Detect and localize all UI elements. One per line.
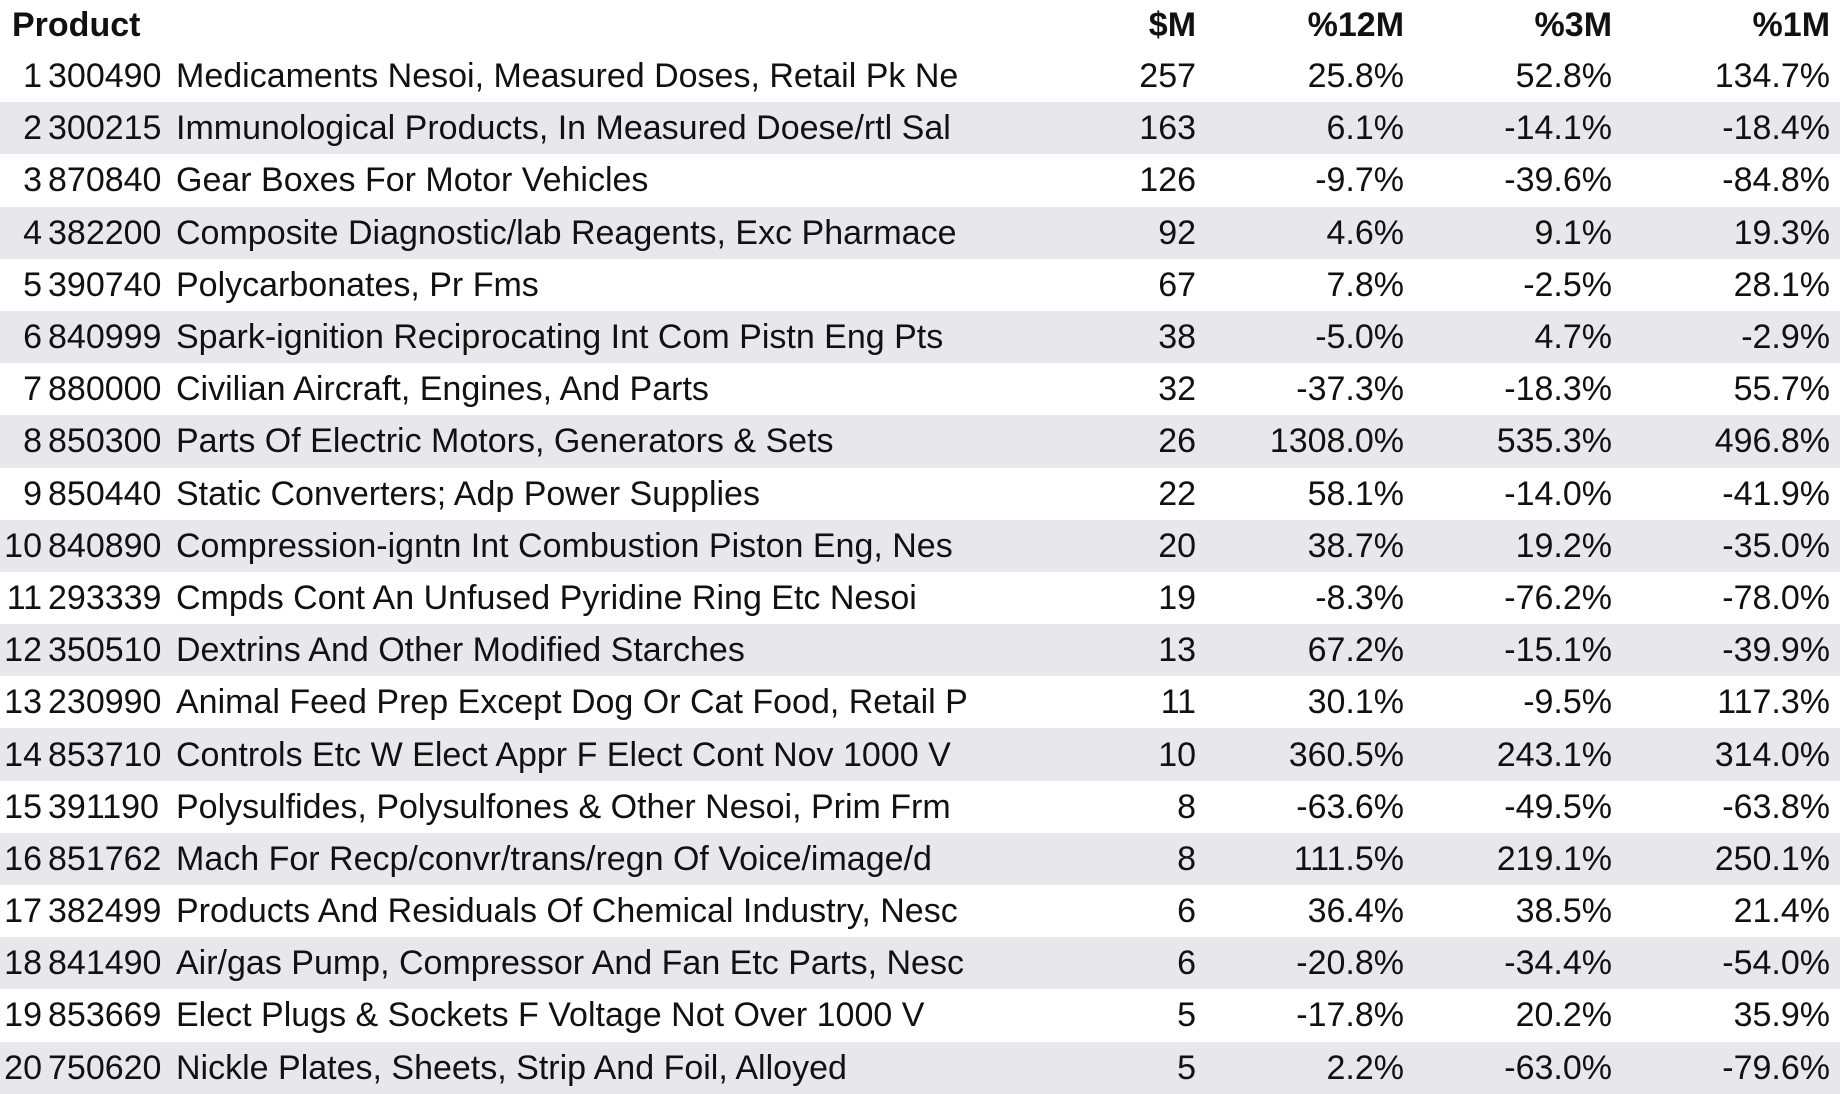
row-pct-1m: 19.3% bbox=[1626, 207, 1840, 259]
row-rank: 11 bbox=[6, 578, 42, 617]
row-product-name: Controls Etc W Elect Appr F Elect Cont Nov 1000 V bbox=[172, 728, 1002, 780]
row-value: 67 bbox=[1158, 265, 1197, 304]
row-pct-12m: 2.2% bbox=[1210, 1042, 1418, 1094]
row-product-name: Immunological Products, In Measured Doese/rtl Sal bbox=[172, 102, 1002, 154]
row-pct-12m: 360.5% bbox=[1210, 728, 1418, 780]
row-product-code: 382499 bbox=[48, 892, 162, 931]
row-product-name: Static Converters; Adp Power Supplies bbox=[176, 474, 760, 513]
row-pct-1m: -84.8% bbox=[1722, 161, 1831, 200]
row-pct-12m: 30.1% bbox=[1307, 683, 1405, 722]
row-pct-3m: -14.1% bbox=[1418, 102, 1626, 154]
row-product-code: 350510 bbox=[48, 624, 172, 676]
row-rank: 7 bbox=[23, 370, 42, 409]
row-product-code: 230990 bbox=[48, 683, 162, 722]
row-pct-3m: -14.0% bbox=[1504, 474, 1613, 513]
row-pct-3m: 38.5% bbox=[1515, 892, 1613, 931]
row-value: 6 bbox=[1002, 937, 1210, 989]
row-product-code: 841490 bbox=[48, 937, 172, 989]
row-rank: 6 bbox=[0, 311, 48, 363]
row-product-code: 300215 bbox=[48, 102, 172, 154]
row-pct-12m: -8.3% bbox=[1315, 578, 1405, 617]
table-body bbox=[0, 50, 1840, 1094]
row-pct-3m: 9.1% bbox=[1418, 207, 1626, 259]
row-product-name: Elect Plugs & Sockets F Voltage Not Over 1000 V bbox=[176, 996, 925, 1035]
row-product-name: Spark-ignition Reciprocating Int Com Pistn Eng Pts bbox=[172, 311, 1002, 363]
row-rank: 14 bbox=[0, 728, 48, 780]
table-row bbox=[0, 728, 1840, 780]
header-pct-1m: %1M bbox=[1752, 6, 1831, 44]
row-pct-1m: -79.6% bbox=[1626, 1042, 1840, 1094]
table-row bbox=[0, 259, 1840, 311]
row-value: 32 bbox=[1158, 370, 1197, 409]
row-product-name: Cmpds Cont An Unfused Pyridine Ring Etc Nesoi bbox=[176, 578, 917, 617]
row-pct-1m: 134.7% bbox=[1714, 57, 1831, 96]
table-row bbox=[0, 833, 1840, 885]
table-row bbox=[0, 311, 1840, 363]
row-pct-1m: -2.9% bbox=[1626, 311, 1840, 363]
row-pct-1m: -54.0% bbox=[1626, 937, 1840, 989]
row-pct-12m: 38.7% bbox=[1210, 520, 1418, 572]
row-value: 163 bbox=[1002, 102, 1210, 154]
row-value: 8 bbox=[1177, 787, 1197, 826]
header-row bbox=[0, 0, 1840, 50]
table-row bbox=[0, 102, 1840, 154]
row-value: 26 bbox=[1002, 415, 1210, 467]
row-pct-3m: -76.2% bbox=[1504, 578, 1613, 617]
row-pct-1m: -35.0% bbox=[1626, 520, 1840, 572]
row-pct-1m: -63.8% bbox=[1722, 787, 1831, 826]
row-product-code: 382200 bbox=[48, 207, 172, 259]
row-product-code: 840999 bbox=[48, 311, 172, 363]
row-pct-12m: -5.0% bbox=[1210, 311, 1418, 363]
row-rank: 16 bbox=[0, 833, 48, 885]
row-value: 5 bbox=[1177, 996, 1197, 1035]
row-product-name: Dextrins And Other Modified Starches bbox=[172, 624, 1002, 676]
row-pct-1m: 117.3% bbox=[1717, 683, 1831, 722]
table-row bbox=[0, 520, 1840, 572]
row-pct-1m: 250.1% bbox=[1626, 833, 1840, 885]
row-pct-12m: 4.6% bbox=[1210, 207, 1418, 259]
row-rank: 17 bbox=[4, 892, 42, 931]
row-pct-3m: -18.3% bbox=[1504, 370, 1613, 409]
table-row bbox=[0, 468, 1840, 520]
row-value: 126 bbox=[1139, 161, 1197, 200]
row-pct-12m: 36.4% bbox=[1307, 892, 1405, 931]
header-pct-12m: %12M bbox=[1307, 6, 1405, 44]
row-rank: 10 bbox=[0, 520, 48, 572]
row-rank: 5 bbox=[23, 265, 42, 304]
row-value: 11 bbox=[1160, 683, 1197, 722]
table-row bbox=[0, 572, 1840, 624]
row-pct-1m: -18.4% bbox=[1626, 102, 1840, 154]
row-product-code: 853669 bbox=[48, 996, 162, 1035]
row-pct-1m: -78.0% bbox=[1722, 578, 1831, 617]
row-pct-1m: 21.4% bbox=[1733, 892, 1831, 931]
row-rank: 3 bbox=[23, 161, 42, 200]
row-pct-12m: 25.8% bbox=[1307, 57, 1405, 96]
row-product-name: Parts Of Electric Motors, Generators & Sets bbox=[172, 415, 1002, 467]
row-rank: 20 bbox=[0, 1042, 48, 1094]
row-value: 22 bbox=[1158, 474, 1197, 513]
row-product-name: Products And Residuals Of Chemical Industry, Nesc bbox=[176, 892, 958, 931]
row-product-name: Polysulfides, Polysulfones & Other Nesoi, Prim Frm bbox=[176, 787, 951, 826]
row-value: 257 bbox=[1139, 57, 1197, 96]
row-value: 19 bbox=[1158, 578, 1197, 617]
row-pct-1m: 28.1% bbox=[1733, 265, 1831, 304]
header-value: $M bbox=[1148, 6, 1197, 44]
row-pct-3m: -9.5% bbox=[1523, 683, 1613, 722]
row-product-name: Animal Feed Prep Except Dog Or Cat Food, Retail P bbox=[176, 683, 968, 722]
table-row bbox=[0, 363, 1840, 415]
row-pct-12m: 67.2% bbox=[1210, 624, 1418, 676]
row-product-code: 300490 bbox=[48, 57, 162, 96]
row-pct-3m: 219.1% bbox=[1418, 833, 1626, 885]
row-pct-3m: -34.4% bbox=[1418, 937, 1626, 989]
row-product-name: Compression-igntn Int Combustion Piston Eng, Nes bbox=[172, 520, 1002, 572]
row-pct-1m: 35.9% bbox=[1733, 996, 1831, 1035]
row-pct-3m: -49.5% bbox=[1504, 787, 1613, 826]
row-pct-3m: -15.1% bbox=[1418, 624, 1626, 676]
row-pct-12m: 1308.0% bbox=[1210, 415, 1418, 467]
table-row bbox=[0, 154, 1840, 206]
row-pct-3m: -2.5% bbox=[1523, 265, 1613, 304]
table-row bbox=[0, 885, 1840, 937]
table-row bbox=[0, 1042, 1840, 1094]
table-row bbox=[0, 989, 1840, 1041]
row-pct-3m: 19.2% bbox=[1418, 520, 1626, 572]
row-pct-1m: 496.8% bbox=[1626, 415, 1840, 467]
table-row bbox=[0, 781, 1840, 833]
row-value: 38 bbox=[1002, 311, 1210, 363]
row-rank: 13 bbox=[4, 683, 42, 722]
row-rank: 2 bbox=[0, 102, 48, 154]
row-value: 20 bbox=[1002, 520, 1210, 572]
row-pct-1m: 55.7% bbox=[1733, 370, 1831, 409]
row-product-name: Medicaments Nesoi, Measured Doses, Retail Pk Ne bbox=[176, 57, 959, 96]
row-value: 5 bbox=[1002, 1042, 1210, 1094]
row-product-name: Mach For Recp/convr/trans/regn Of Voice/image/d bbox=[172, 833, 1002, 885]
table-row bbox=[0, 676, 1840, 728]
row-pct-3m: -63.0% bbox=[1418, 1042, 1626, 1094]
row-rank: 1 bbox=[23, 57, 42, 96]
table-row bbox=[0, 937, 1840, 989]
row-product-code: 750620 bbox=[48, 1042, 172, 1094]
row-pct-3m: 243.1% bbox=[1418, 728, 1626, 780]
row-product-code: 850300 bbox=[48, 415, 172, 467]
row-rank: 4 bbox=[0, 207, 48, 259]
row-pct-1m: 314.0% bbox=[1626, 728, 1840, 780]
row-pct-12m: -9.7% bbox=[1315, 161, 1405, 200]
row-product-name: Civilian Aircraft, Engines, And Parts bbox=[176, 370, 709, 409]
row-pct-12m: 111.5% bbox=[1210, 833, 1418, 885]
table-row bbox=[0, 415, 1840, 467]
row-product-name: Air/gas Pump, Compressor And Fan Etc Parts, Nesc bbox=[172, 937, 1002, 989]
row-pct-12m: 7.8% bbox=[1326, 265, 1405, 304]
row-pct-3m: -39.6% bbox=[1504, 161, 1613, 200]
row-rank: 9 bbox=[23, 474, 42, 513]
row-product-code: 840890 bbox=[48, 520, 172, 572]
table-row bbox=[0, 207, 1840, 259]
row-pct-12m: 6.1% bbox=[1210, 102, 1418, 154]
row-pct-12m: -37.3% bbox=[1296, 370, 1405, 409]
table-row bbox=[0, 624, 1840, 676]
row-pct-3m: 4.7% bbox=[1418, 311, 1626, 363]
row-product-name: Composite Diagnostic/lab Reagents, Exc Pharmace bbox=[172, 207, 1002, 259]
row-rank: 19 bbox=[4, 996, 42, 1035]
row-rank: 18 bbox=[0, 937, 48, 989]
row-pct-3m: 535.3% bbox=[1418, 415, 1626, 467]
row-value: 13 bbox=[1002, 624, 1210, 676]
row-rank: 8 bbox=[0, 415, 48, 467]
row-product-code: 850440 bbox=[48, 474, 162, 513]
row-pct-1m: -39.9% bbox=[1626, 624, 1840, 676]
row-product-code: 851762 bbox=[48, 833, 172, 885]
row-product-code: 391190 bbox=[48, 787, 159, 826]
row-product-code: 870840 bbox=[48, 161, 162, 200]
header-product: Product bbox=[12, 6, 141, 44]
row-value: 10 bbox=[1002, 728, 1210, 780]
row-product-code: 293339 bbox=[48, 578, 162, 617]
row-pct-12m: 58.1% bbox=[1307, 474, 1405, 513]
row-pct-3m: 20.2% bbox=[1515, 996, 1613, 1035]
row-value: 8 bbox=[1002, 833, 1210, 885]
row-value: 92 bbox=[1002, 207, 1210, 259]
row-product-code: 880000 bbox=[48, 370, 162, 409]
row-pct-12m: -63.6% bbox=[1296, 787, 1405, 826]
row-value: 6 bbox=[1177, 892, 1197, 931]
row-pct-12m: -17.8% bbox=[1296, 996, 1405, 1035]
row-rank: 15 bbox=[4, 787, 42, 826]
row-product-code: 853710 bbox=[48, 728, 172, 780]
row-product-name: Gear Boxes For Motor Vehicles bbox=[176, 161, 649, 200]
row-rank: 12 bbox=[0, 624, 48, 676]
row-product-name: Nickle Plates, Sheets, Strip And Foil, Alloyed bbox=[172, 1042, 1002, 1094]
header-pct-3m: %3M bbox=[1534, 6, 1613, 44]
row-product-name: Polycarbonates, Pr Fms bbox=[176, 265, 539, 304]
table-row bbox=[0, 50, 1840, 102]
row-pct-1m: -41.9% bbox=[1722, 474, 1831, 513]
row-pct-3m: 52.8% bbox=[1515, 57, 1613, 96]
row-pct-12m: -20.8% bbox=[1210, 937, 1418, 989]
row-product-code: 390740 bbox=[48, 265, 162, 304]
